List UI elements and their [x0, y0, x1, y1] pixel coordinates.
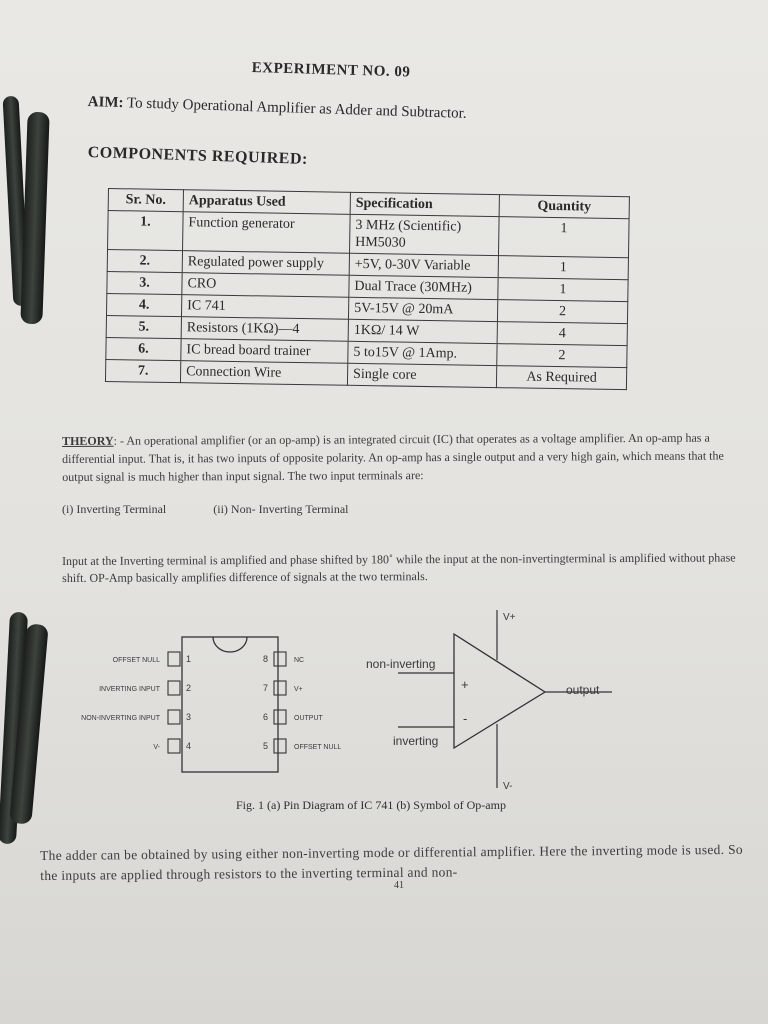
plus-sign: + — [461, 677, 469, 692]
cell-spec: 1KΩ/ 14 W — [348, 319, 497, 343]
pin-label-output: OUTPUT — [294, 715, 323, 722]
cell-qty: 4 — [497, 322, 627, 346]
pin-label-offset-null-5: OFFSET NULL — [294, 744, 342, 751]
header-quantity: Quantity — [499, 195, 629, 219]
minus-sign: - — [463, 711, 468, 726]
pin-box — [274, 710, 286, 724]
pin-box — [274, 739, 286, 753]
cell-spec: Dual Trace (30MHz) — [349, 275, 498, 299]
cell-qty: 2 — [497, 300, 627, 324]
v-plus-label: V+ — [503, 612, 516, 623]
adder-paragraph: The adder can be obtained by using either non-inverting mode or differential amplifier. Here the inverting mode is used. So the inputs are applied through resistors to the inverting terminal and non- — [40, 841, 743, 883]
input-paragraph: Input at the Inverting terminal is amplified and phase shifted by 180˚ while the input at the non-invertingterminal is amplified without phase shift. OP-Amp basically amplifies difference of signals at the two terminals. — [62, 550, 736, 585]
pin-label-v-minus: V- — [153, 744, 160, 751]
pin-box — [168, 681, 180, 695]
cell-sr: 4. — [106, 293, 181, 316]
theory-text: : - An operational amplifier (or an op-amp) is an integrated circuit (IC) that operates as a voltage amplifier. An op-amp has a differential input. That is, it has two inputs of opposite polarity. An op-amp has a single output and a very high gain, which means that the output signal is much higher than input signal. The two input terminals are: — [62, 430, 724, 484]
header-specification: Specification — [350, 192, 499, 216]
cell-apparatus: IC 741 — [181, 295, 348, 320]
cell-apparatus: IC bread board trainer — [181, 339, 348, 364]
cell-sr: 2. — [107, 250, 182, 273]
cell-spec: 3 MHz (Scientific) HM5030 — [350, 214, 500, 255]
theory-label: THEORY — [62, 433, 114, 448]
pin-box — [168, 739, 180, 753]
cell-sr: 1. — [108, 211, 184, 251]
cell-apparatus: Regulated power supply — [182, 251, 349, 276]
cell-apparatus: Resistors (1KΩ)—4 — [181, 317, 348, 342]
ic741-pin-diagram — [81, 637, 341, 772]
aim-text: To study Operational Amplifier as Adder and Subtractor. — [126, 95, 467, 122]
pin-label-v-plus: V+ — [294, 686, 303, 693]
pin-box — [168, 710, 180, 724]
non-inverting-label: non-inverting — [366, 657, 436, 671]
terminal-inverting: (i) Inverting Terminal — [62, 502, 167, 516]
cell-apparatus: CRO — [182, 273, 349, 298]
pin-number-5: 5 — [262, 741, 268, 751]
cell-apparatus: Function generator — [183, 212, 351, 254]
page-number: 41 — [394, 880, 404, 891]
cell-spec: +5V, 0-30V Variable — [349, 253, 498, 277]
pin-box — [168, 652, 180, 666]
cell-sr: 3. — [107, 271, 182, 294]
cell-apparatus: Connection Wire — [180, 361, 347, 386]
pin-label-non-inverting-input: NON-INVERTING INPUT — [81, 715, 160, 722]
cell-qty: 1 — [498, 217, 629, 258]
pin-number-6: 6 — [262, 712, 268, 722]
pin-number-1: 1 — [186, 654, 192, 664]
cell-spec: 5V-15V @ 20mA — [348, 297, 497, 321]
pin-box — [274, 652, 286, 666]
pin-number-2: 2 — [186, 683, 192, 693]
pin-number-8: 8 — [262, 654, 268, 664]
v-minus-label: V- — [503, 781, 513, 792]
cell-sr: 5. — [106, 315, 181, 338]
pin-number-3: 3 — [186, 712, 192, 722]
cell-spec: Single core — [347, 363, 496, 387]
cell-sr: 6. — [106, 337, 181, 360]
header-sr-no: Sr. No. — [108, 189, 183, 212]
cell-qty: 1 — [498, 256, 628, 280]
opamp-symbol — [366, 610, 612, 792]
ic-notch — [213, 637, 247, 652]
inverting-label: inverting — [393, 734, 439, 748]
experiment-title: EXPERIMENT NO. 09 — [251, 60, 411, 81]
pin-box — [274, 681, 286, 695]
cell-qty: 2 — [497, 344, 627, 368]
components-heading: COMPONENTS REQUIRED: — [87, 144, 309, 168]
cell-spec: 5 to15V @ 1Amp. — [348, 341, 497, 365]
aim-label: AIM: — [87, 94, 124, 112]
pin-label-offset-null-1: OFFSET NULL — [112, 657, 160, 664]
cell-qty: 1 — [498, 278, 628, 302]
output-label: output — [566, 683, 600, 697]
pin-number-4: 4 — [186, 741, 192, 751]
cell-sr: 7. — [105, 359, 180, 382]
header-apparatus: Apparatus Used — [183, 190, 350, 215]
terminal-non-inverting: (ii) Non- Inverting Terminal — [213, 502, 349, 516]
figure-caption: Fig. 1 (a) Pin Diagram of IC 741 (b) Symbol of Op-amp — [236, 798, 506, 812]
cell-qty: As Required — [496, 366, 626, 390]
pin-label-nc: NC — [294, 657, 305, 664]
pin-number-7: 7 — [262, 683, 268, 693]
pin-label-inverting-input: INVERTING INPUT — [99, 686, 160, 693]
